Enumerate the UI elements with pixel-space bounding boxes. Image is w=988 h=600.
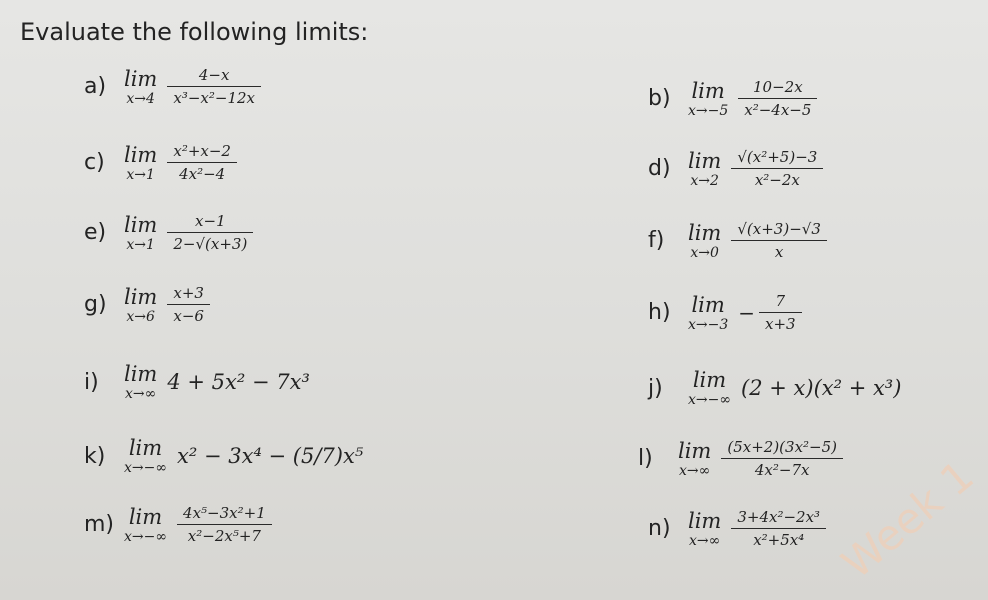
limit-operator: [688, 149, 721, 189]
numerator: 4x⁵−3x²+1: [183, 504, 266, 522]
numerator: √(x+3)−√3: [737, 220, 821, 238]
problem-k: [84, 436, 363, 476]
expression: x² − 3x⁴ − (5/7)x⁵: [177, 444, 364, 468]
problem-label: c): [84, 150, 105, 175]
problem-label: h): [648, 300, 671, 325]
numerator: x²+x−2: [173, 142, 231, 160]
denominator: 4x²−4: [179, 165, 226, 183]
watermark: Week 1: [832, 450, 983, 589]
denominator: x²−4x−5: [744, 101, 812, 119]
limit-word: lim: [124, 362, 158, 386]
fraction: [759, 290, 802, 335]
limit-operator: [688, 221, 721, 261]
problem-label: b): [648, 86, 671, 111]
limit-word: lim: [128, 436, 163, 460]
fraction: [731, 146, 823, 191]
problem-c: [84, 140, 237, 185]
limit-word: lim: [688, 508, 722, 533]
problem-label: e): [84, 220, 107, 245]
problem-a: [84, 64, 261, 109]
numerator: 7: [775, 292, 786, 310]
limit-operator: [688, 293, 728, 333]
problem-label: k): [84, 443, 106, 469]
limit-word: lim: [124, 284, 158, 309]
worksheet-heading: Evaluate the following limits:: [20, 18, 369, 46]
fraction: [177, 502, 272, 547]
limit-word: lim: [124, 212, 158, 237]
fraction: [167, 140, 237, 185]
limit-operator: [688, 79, 728, 119]
limit-approach: x→∞: [679, 462, 711, 479]
expression: (2 + x)(x² + x³): [741, 376, 902, 400]
denominator: 4x²−7x: [754, 461, 810, 479]
problem-label: j): [648, 375, 663, 401]
problem-label: m): [84, 512, 115, 537]
limit-word: lim: [124, 66, 158, 91]
limit-operator: [124, 436, 167, 476]
problem-b: [648, 76, 817, 121]
limit-operator: [124, 213, 157, 253]
problem-d: [648, 146, 823, 191]
limit-word: lim: [691, 292, 725, 317]
denominator: x−6: [173, 307, 204, 325]
fraction: [731, 218, 827, 263]
negative-sign: −: [738, 300, 756, 325]
problem-m: [84, 502, 272, 547]
numerator: √(x²+5)−3: [737, 148, 818, 166]
problem-h: [648, 290, 802, 335]
problem-j: [648, 368, 901, 408]
limit-approach: x→∞: [125, 386, 157, 402]
limit-approach: x→−5: [688, 102, 729, 119]
limit-operator: [688, 368, 731, 408]
limit-operator: [124, 67, 157, 107]
fraction: [738, 76, 817, 121]
problem-label: a): [84, 74, 107, 99]
limit-word: lim: [124, 142, 158, 167]
limit-approach: x→−3: [688, 316, 729, 333]
expression: 4 + 5x² − 7x³: [167, 370, 310, 394]
problem-e: [84, 210, 253, 255]
problem-label: f): [648, 228, 665, 253]
limit-approach: x→∞: [689, 532, 721, 549]
limit-operator: [124, 143, 157, 183]
denominator: x: [774, 243, 784, 261]
problem-label: l): [638, 446, 653, 471]
problem-l: [638, 436, 843, 481]
limit-word: lim: [688, 148, 722, 173]
limit-word: lim: [128, 504, 163, 529]
fraction: [167, 210, 253, 255]
numerator: x+3: [173, 284, 204, 302]
problem-g: [84, 282, 210, 327]
limit-approach: x→−∞: [124, 460, 168, 476]
limit-operator: [124, 285, 157, 325]
limit-approach: x→4: [126, 90, 155, 107]
fraction: [731, 506, 826, 551]
limit-approach: x→0: [690, 244, 719, 261]
limit-word: lim: [688, 220, 722, 245]
problem-f: [648, 218, 827, 263]
fraction: [167, 64, 261, 109]
denominator: x²−2x: [754, 171, 800, 189]
numerator: 10−2x: [753, 78, 803, 96]
limit-operator: [124, 362, 157, 402]
numerator: 4−x: [198, 66, 230, 84]
problem-i: [84, 362, 310, 402]
limit-operator: [678, 439, 711, 479]
denominator: x³−x²−12x: [173, 89, 255, 107]
limit-approach: x→6: [126, 308, 155, 325]
problem-n: [648, 506, 826, 551]
limit-operator: [124, 505, 167, 545]
fraction: [721, 436, 843, 481]
problem-label: i): [84, 369, 99, 395]
denominator: x+3: [765, 315, 796, 333]
problem-label: d): [648, 156, 671, 181]
limit-approach: x→1: [126, 236, 155, 253]
denominator: x²−2x⁵+7: [187, 527, 261, 545]
problem-label: n): [648, 516, 671, 541]
limit-word: lim: [691, 78, 725, 103]
limit-word: lim: [692, 368, 727, 392]
problem-label: g): [84, 292, 107, 317]
denominator: x²+5x⁴: [753, 531, 805, 549]
limit-operator: [688, 509, 721, 549]
numerator: 3+4x²−2x³: [737, 508, 821, 526]
fraction: [167, 282, 210, 327]
limit-word: lim: [678, 438, 712, 463]
denominator: 2−√(x+3): [173, 235, 248, 253]
limit-approach: x→2: [690, 172, 719, 189]
limit-approach: x→1: [126, 166, 155, 183]
limit-approach: x→−∞: [124, 528, 168, 545]
numerator: (5x+2)(3x²−5): [727, 438, 838, 456]
limit-approach: x→−∞: [688, 392, 732, 408]
numerator: x−1: [195, 212, 226, 230]
